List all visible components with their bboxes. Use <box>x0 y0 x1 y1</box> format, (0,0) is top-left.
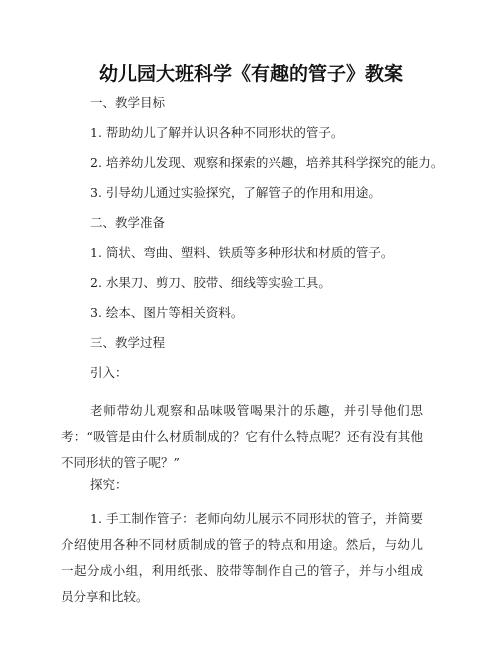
section-heading-goals: 一、教学目标 <box>90 95 166 110</box>
document-title: 幼儿园大班科学《有趣的管子》教案 <box>98 63 403 85</box>
section-heading-process: 三、教学过程 <box>90 335 166 350</box>
explore-paragraph: 1. 手工制作管子：老师向幼儿展示不同形状的管子，并简要介绍使用各种不同材质制成的管子的特点和用途。然后，与幼儿一起分成小组，利用纸张、胶带等制作自己的管子，并与小组成员分享和比较。 <box>61 511 423 604</box>
goal-item: 2. 培养幼儿发现、观察和探索的兴趣，培养其科学探究的能力。 <box>90 155 444 170</box>
section-heading-preparation: 二、教学准备 <box>90 215 166 230</box>
goal-item: 3. 引导幼儿通过实验探究，了解管子的作用和用途。 <box>90 185 381 200</box>
goal-item: 1. 帮助幼儿了解并认识各种不同形状的管子。 <box>90 125 344 140</box>
preparation-item: 2. 水果刀、剪刀、胶带、细线等实验工具。 <box>90 275 331 290</box>
preparation-item: 3. 绘本、图片等相关资料。 <box>90 305 244 320</box>
explore-label: 探究： <box>90 477 128 492</box>
intro-paragraph: 老师带幼儿观察和品味吸管喝果汁的乐趣，并引导他们思考：“吸管是由什么材质制成的？它有什么特点呢？还有没有其他不同形状的管子呢？” <box>61 403 423 470</box>
preparation-item: 1. 筒状、弯曲、塑料、铁质等多种形状和材质的管子。 <box>90 245 394 260</box>
intro-label: 引入： <box>90 365 128 380</box>
